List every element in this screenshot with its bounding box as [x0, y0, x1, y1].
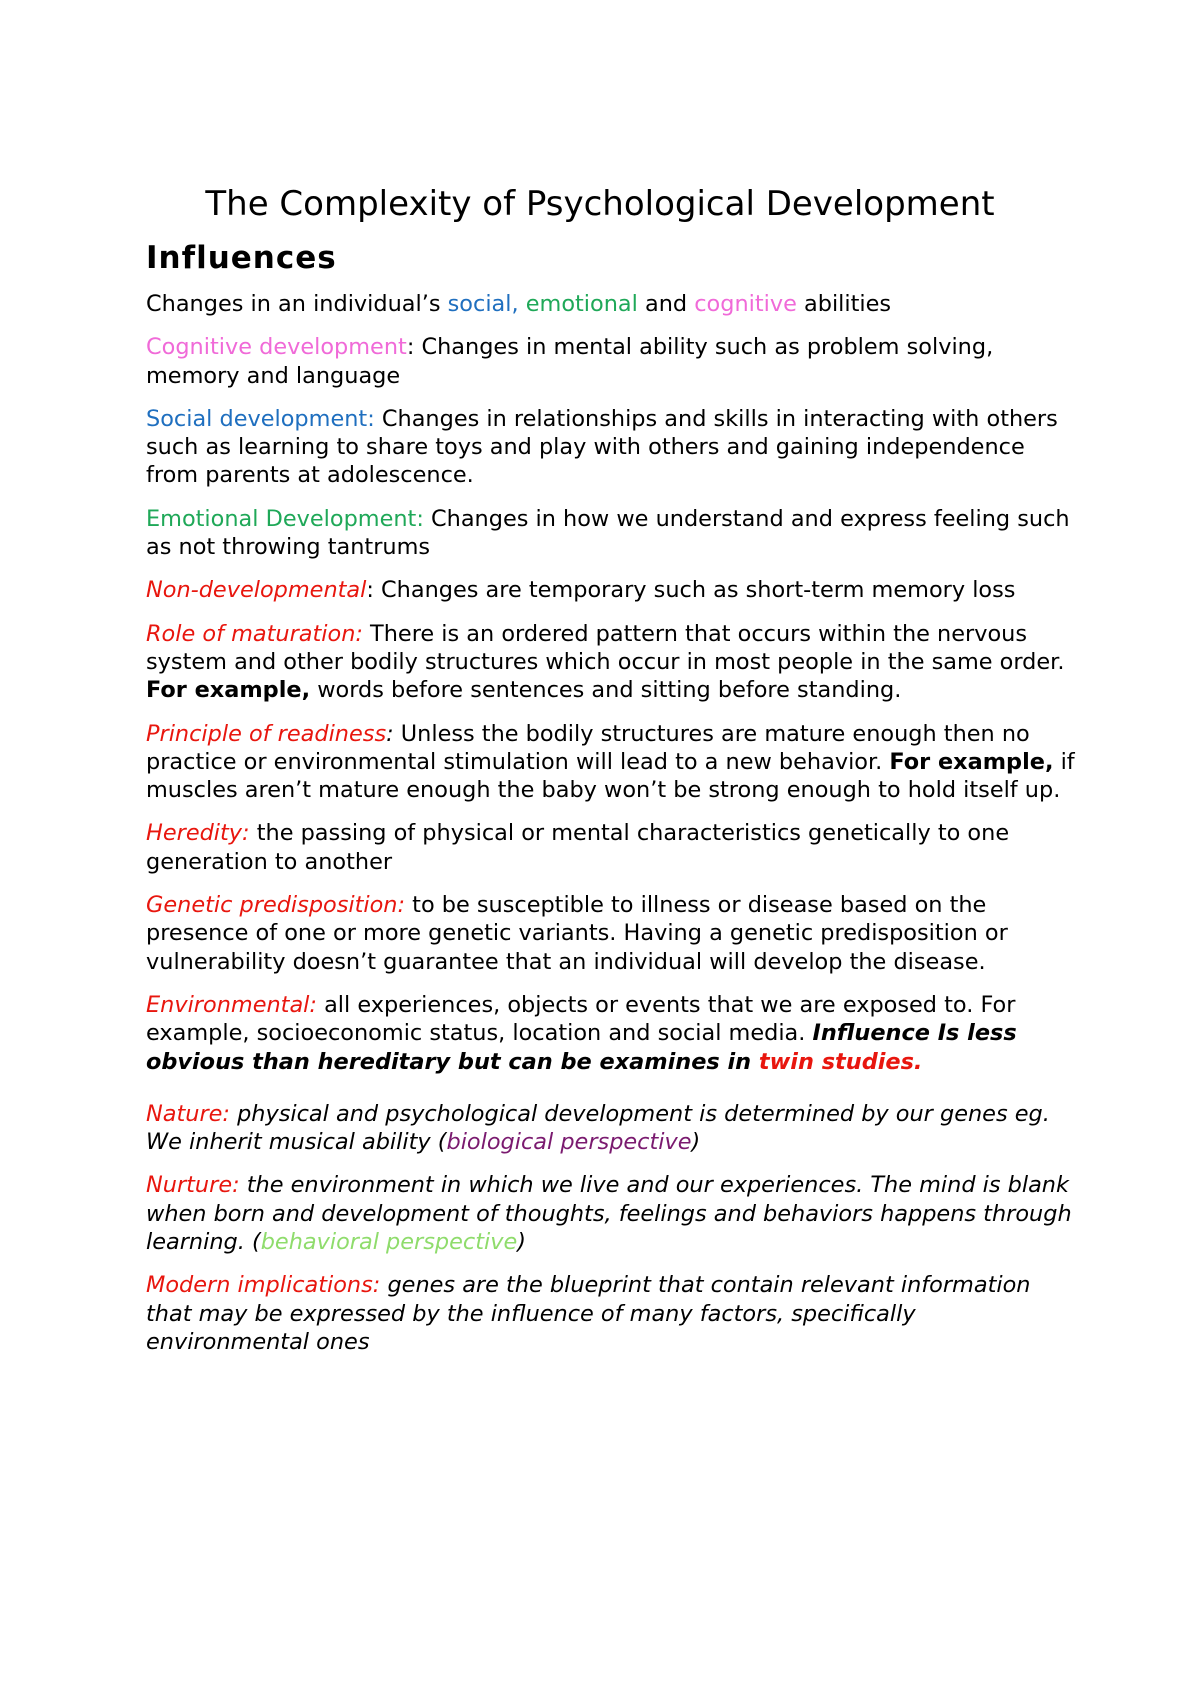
- twin-studies-keyword: twin studies.: [758, 1048, 923, 1075]
- maturation-term: Role of maturation:: [146, 620, 363, 647]
- environmental-emphasis: Influence Is less obvious than hereditary but can be examines in: [146, 1020, 1017, 1075]
- emotional-development-text: Changes in how we understand and express feeling such as not throwing tantrums: [146, 505, 1070, 561]
- nurture-close: ): [517, 1229, 526, 1256]
- maturation-paragraph: [146, 620, 1076, 705]
- nurture-term: Nurture:: [146, 1172, 240, 1199]
- nature-term: Nature:: [146, 1100, 230, 1127]
- biological-perspective: biological perspective: [446, 1129, 692, 1156]
- readiness-example-label: For example,: [889, 748, 1054, 775]
- emotional-keyword: emotional: [525, 291, 638, 317]
- intro-and: and: [637, 291, 695, 317]
- readiness-text: Unless the bodily structures are mature enough then no practice or environmental stimulation will lead to a new behavior.: [146, 720, 1030, 775]
- non-developmental-text: : Changes are temporary such as short-term memory loss: [366, 577, 1016, 604]
- document-title: The Complexity of Psychological Development: [205, 184, 995, 224]
- readiness-term: Principle of readiness: [146, 720, 387, 747]
- intro-paragraph: [146, 290, 1076, 318]
- nature-paragraph: [146, 1100, 1076, 1157]
- modern-implications-paragraph: [146, 1271, 1076, 1356]
- nurture-text: the environment in which we live and our experiences. The mind is blank when born and development of thoughts, feelings and behaviors happens through learning. (: [146, 1172, 1072, 1256]
- intro-post: abilities: [796, 291, 892, 317]
- readiness-paragraph: [146, 720, 1076, 805]
- modern-implications-term: Modern implications:: [146, 1272, 381, 1299]
- cognitive-development-text: : Changes in mental ability such as problem solving, memory and language: [146, 334, 994, 389]
- readiness-colon: :: [386, 720, 394, 747]
- genetic-predisposition-text: to be susceptible to illness or disease based on the presence of one or more genetic variants. Having a genetic predisposition or vulnerability doesn’t guarantee that an individual will develop the disease.: [146, 892, 1008, 975]
- intro-text: Changes in an individual’s: [146, 291, 448, 317]
- modern-implications-text: genes are the blueprint that contain relevant information that may be expressed by the influence of many factors, specifically environmental ones: [146, 1272, 1031, 1355]
- maturation-text: There is an ordered pattern that occurs within the nervous system and other bodily structures which occur in most people in the same order.: [146, 620, 1065, 675]
- social-development-text: Changes in relationships and skills in interacting with others such as learning to share toys and play with others and gaining independence from parents at adolescence.: [146, 405, 1058, 489]
- cognitive-development-paragraph: [146, 333, 1076, 390]
- nurture-paragraph: [146, 1171, 1076, 1256]
- nature-close: ): [691, 1129, 701, 1156]
- cognitive-development-term: Cognitive development: [146, 334, 407, 361]
- non-developmental-term: Non-developmental: [146, 577, 367, 604]
- emotional-development-paragraph: [146, 505, 1076, 562]
- social-keyword: social,: [447, 291, 519, 317]
- nature-text: physical and psychological development is determined by our genes eg. We inherit musical ability (: [146, 1100, 1050, 1156]
- maturation-example-text: words before sentences and sitting before standing.: [310, 677, 902, 704]
- section-heading: Influences: [146, 240, 337, 276]
- heredity-text: the passing of physical or mental characteristics genetically to one generation to another: [146, 820, 1010, 875]
- genetic-predisposition-term: Genetic predisposition:: [146, 892, 406, 919]
- intro-space: [519, 291, 526, 317]
- heredity-paragraph: [146, 819, 1076, 876]
- non-developmental-paragraph: [146, 576, 1076, 604]
- environmental-paragraph: [146, 991, 1076, 1076]
- readiness-example-text: if muscles aren’t mature enough the baby won’t be strong enough to hold itself up.: [146, 748, 1075, 804]
- cognitive-keyword: cognitive: [694, 291, 797, 317]
- genetic-predisposition-paragraph: [146, 891, 1076, 976]
- emotional-development-term: Emotional Development:: [146, 505, 424, 532]
- environmental-term: Environmental:: [146, 991, 317, 1018]
- social-development-paragraph: [146, 405, 1076, 490]
- document-body: [146, 290, 1076, 1371]
- maturation-example-label: For example,: [146, 677, 311, 704]
- heredity-term: Heredity:: [146, 820, 250, 847]
- social-development-term: Social development:: [146, 405, 375, 432]
- behavioral-perspective: behavioral perspective: [260, 1229, 518, 1256]
- environmental-text: all experiences, objects or events that we are exposed to. For example, socioeconomic status, location and social media.: [146, 991, 1016, 1047]
